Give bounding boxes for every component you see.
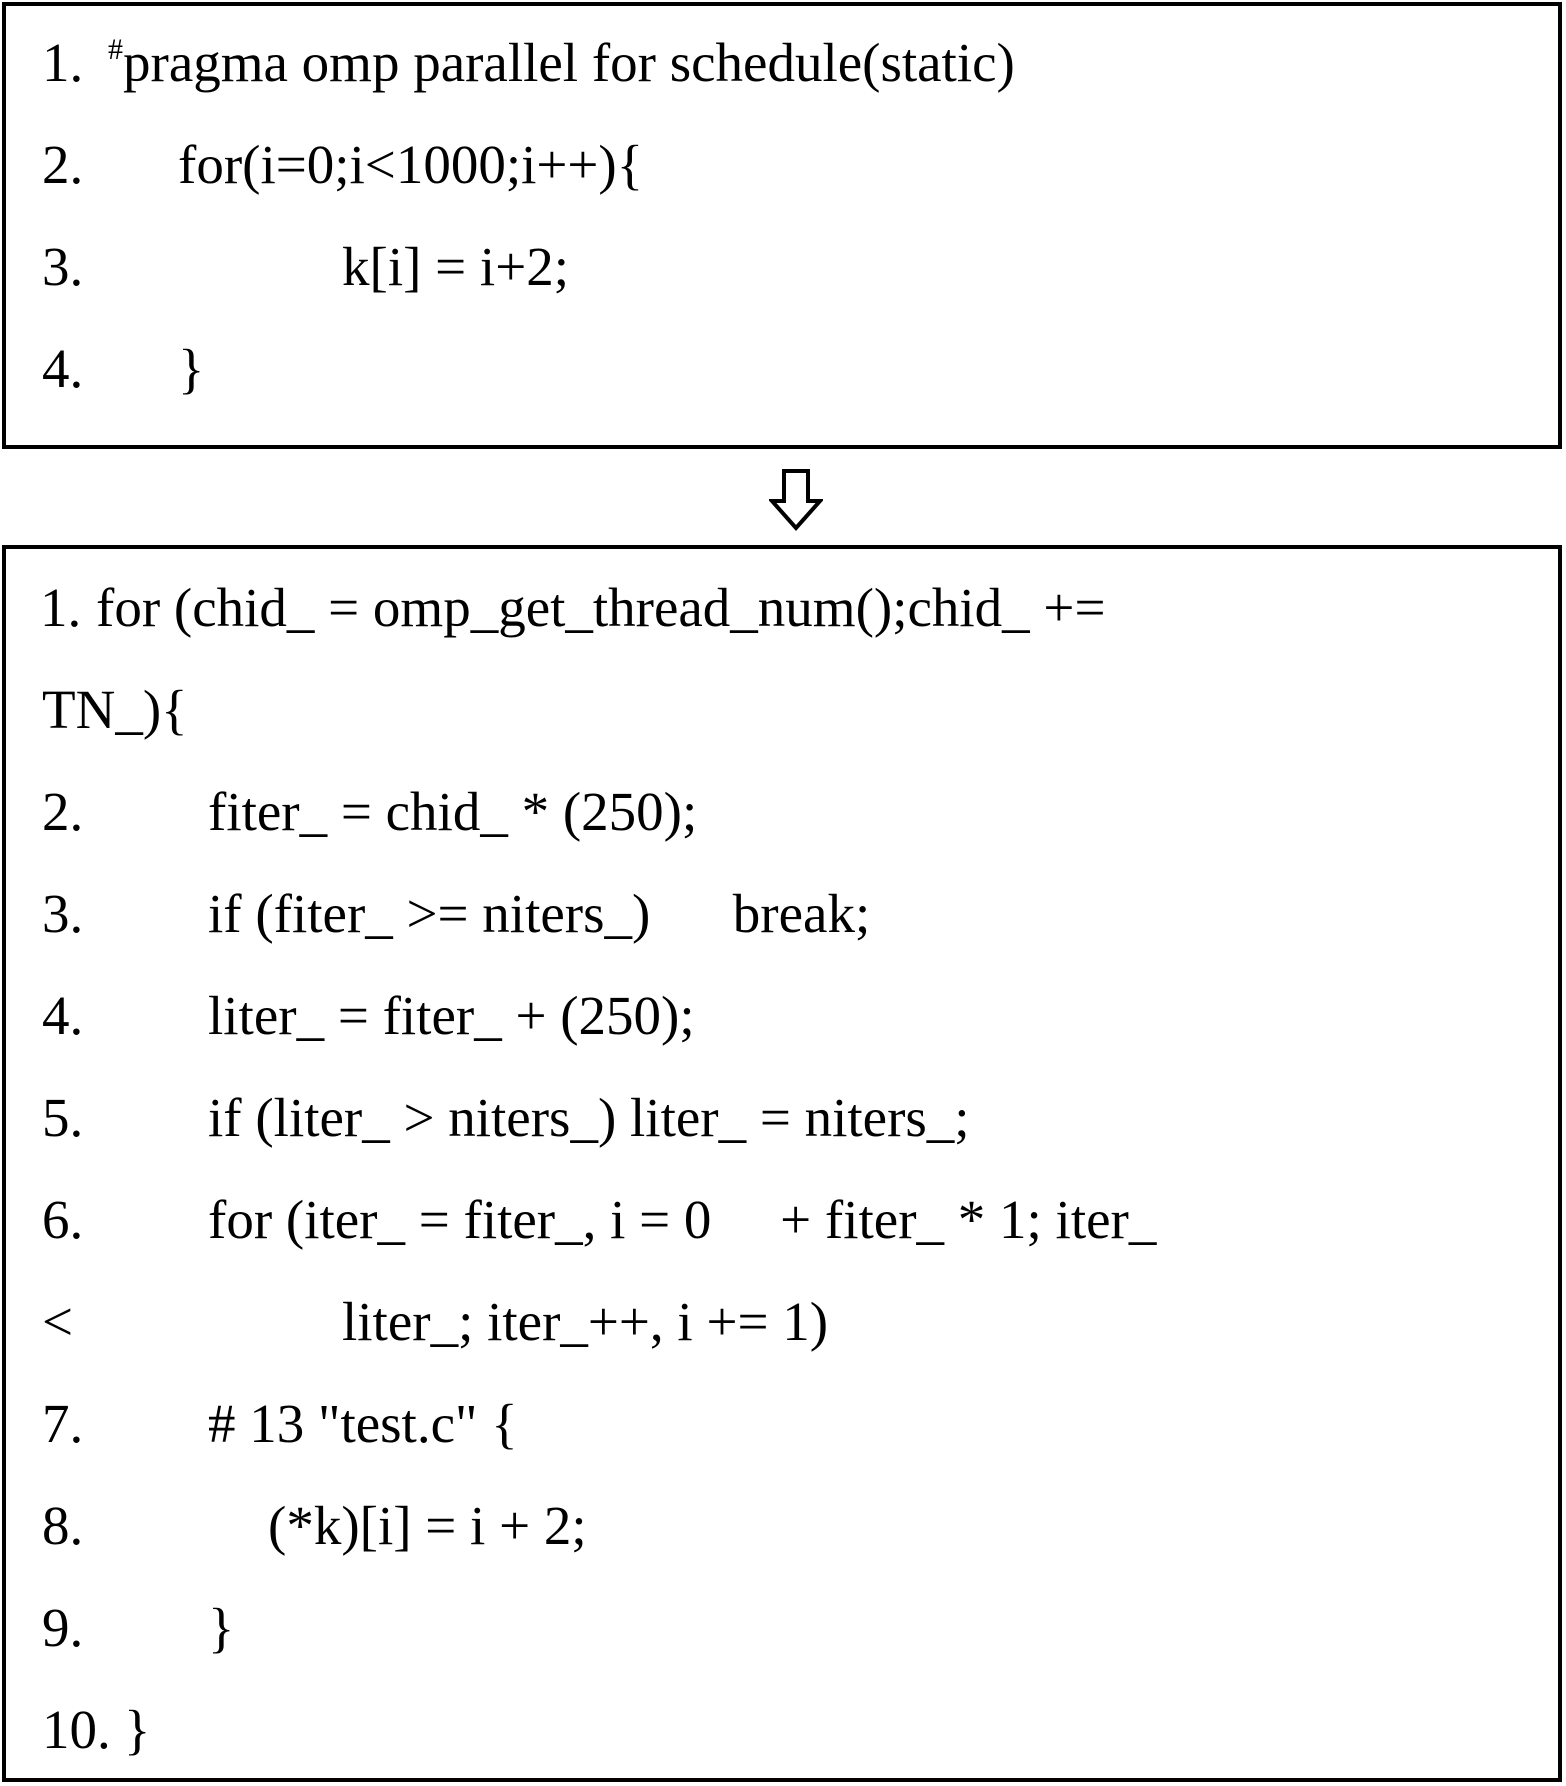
code-text: }	[124, 1699, 151, 1760]
line-number: 4.	[42, 338, 84, 399]
line-number: 8.	[42, 1495, 84, 1556]
code-line-3	[6, 863, 1558, 965]
line-number: 3.	[42, 883, 84, 944]
line-number: 2.	[42, 134, 84, 195]
code-line-6	[6, 1169, 1558, 1271]
code-line-3	[6, 216, 1558, 318]
down-arrow-icon	[769, 469, 823, 531]
code-text: (*k)[i] = i + 2;	[268, 1495, 587, 1556]
code-line-2	[6, 114, 1558, 216]
transformed-code-box	[2, 545, 1562, 1782]
code-text: if (fiter_ >= niters_) break;	[208, 883, 871, 944]
code-line-10	[6, 1679, 1558, 1781]
code-text: liter_ = fiter_ + (250);	[208, 985, 695, 1046]
pragma-hash: #	[108, 33, 123, 66]
line-number: 7.	[42, 1393, 84, 1454]
code-text: for (iter_ = fiter_, i = 0 + fiter_ * 1; iter_	[208, 1189, 1157, 1250]
code-line-1	[6, 12, 1558, 114]
code-line-5	[6, 1067, 1558, 1169]
code-text: for (chid_ = omp_get_thread_num();chid_ +=	[96, 577, 1106, 638]
code-line-6-continued	[6, 1271, 1558, 1373]
code-line-4	[6, 318, 1558, 420]
code-text: for(i=0;i<1000;i++){	[178, 134, 644, 195]
line-number: 9.	[42, 1597, 84, 1658]
line-number: <	[42, 1291, 74, 1352]
code-line-4	[6, 965, 1558, 1067]
code-line-9	[6, 1577, 1558, 1679]
code-text: fiter_ = chid_ * (250);	[208, 781, 698, 842]
original-code-box	[2, 2, 1562, 449]
code-line-8	[6, 1475, 1558, 1577]
code-text: TN_){	[42, 679, 188, 740]
line-number: 6.	[42, 1189, 84, 1250]
line-number: 3.	[42, 236, 84, 297]
code-line-1-continued	[6, 659, 1558, 761]
code-line-7	[6, 1373, 1558, 1475]
code-text: if (liter_ > niters_) liter_ = niters_;	[208, 1087, 970, 1148]
code-text: # 13 "test.c" {	[208, 1393, 518, 1454]
line-number: 2.	[42, 781, 84, 842]
line-number: 4.	[42, 985, 84, 1046]
line-number: 1.	[42, 32, 84, 93]
line-number: 10.	[42, 1699, 111, 1760]
code-text	[108, 12, 1015, 114]
code-text: liter_; iter_++, i += 1)	[342, 1291, 829, 1352]
code-text: }	[208, 1597, 235, 1658]
code-line-1	[6, 557, 1558, 659]
code-text: k[i] = i+2;	[342, 236, 570, 297]
pragma-text: pragma omp parallel for schedule(static)	[123, 32, 1015, 93]
code-line-2	[6, 761, 1558, 863]
code-text: }	[178, 338, 205, 399]
line-number: 1.	[40, 577, 82, 638]
line-number: 5.	[42, 1087, 84, 1148]
